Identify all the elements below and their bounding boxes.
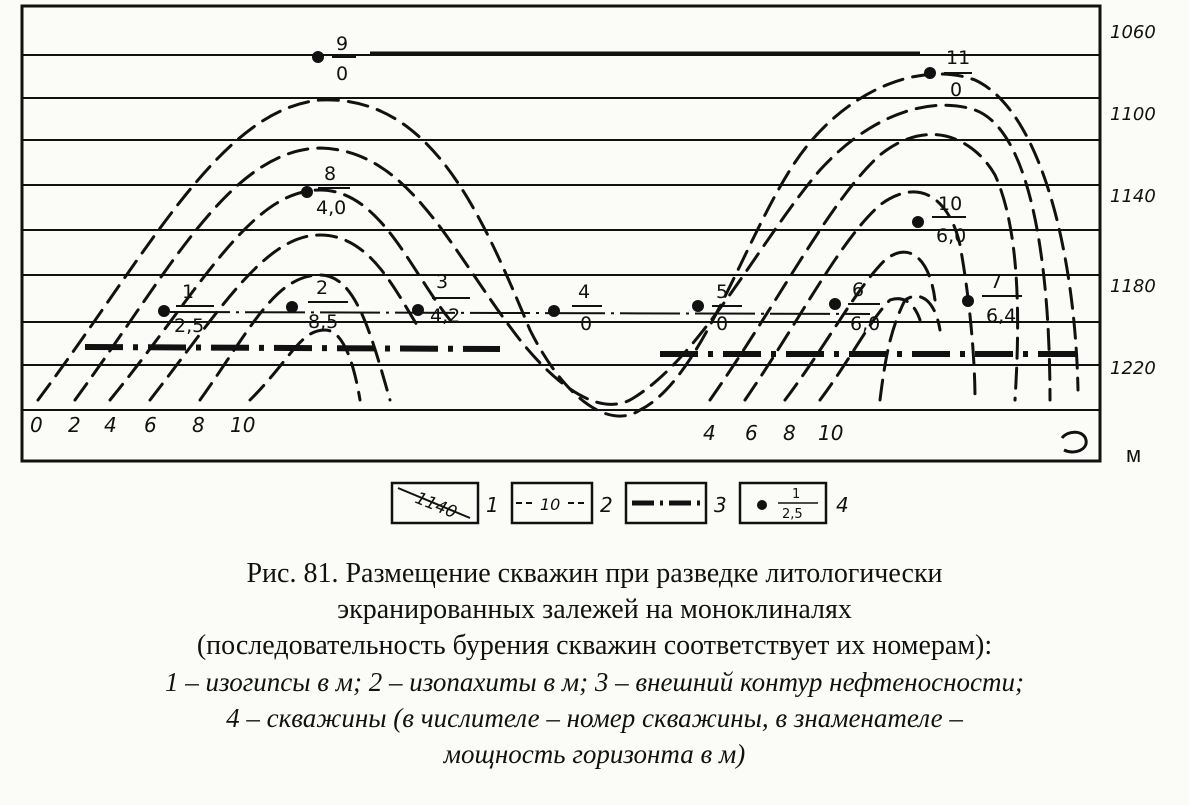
oil-contour-left (85, 347, 500, 349)
isopach-label: 6 (144, 413, 157, 437)
svg-text:4: 4 (836, 493, 849, 517)
unit-label: м (1126, 442, 1142, 467)
svg-text:6,0: 6,0 (850, 313, 881, 335)
isohypse-label: 1220 (1110, 358, 1156, 379)
isopach-contour (710, 135, 1018, 400)
svg-text:3: 3 (714, 493, 727, 517)
isohypse-labels (1110, 22, 1156, 379)
svg-text:7: 7 (990, 271, 1003, 293)
svg-text:0: 0 (336, 63, 349, 85)
isopach-labels (30, 413, 843, 445)
svg-text:1140: 1140 (412, 488, 460, 524)
legend (392, 483, 849, 523)
svg-text:1: 1 (792, 487, 801, 502)
well-3[interactable] (412, 271, 470, 327)
isohypse-label: 1140 (1110, 186, 1156, 207)
svg-text:2: 2 (316, 277, 329, 299)
isopach-label: 2 (68, 413, 81, 437)
well-9[interactable] (312, 33, 356, 85)
isopach-label: 8 (192, 413, 205, 437)
isopach-label: 10 (230, 413, 256, 437)
caption-line-5: 4 – скважины (в числителе – номер скважины, в знаменателе – (226, 703, 963, 733)
well-4[interactable] (548, 281, 602, 335)
svg-text:10: 10 (540, 495, 561, 514)
oil-contour (85, 347, 1082, 354)
legend-item-well (740, 483, 849, 523)
isopach-label: 4 (104, 413, 117, 437)
svg-text:1: 1 (486, 493, 499, 517)
svg-text:9: 9 (336, 33, 349, 55)
svg-text:11: 11 (946, 47, 971, 69)
well-2[interactable] (286, 277, 348, 333)
svg-text:0: 0 (716, 313, 729, 335)
legend-item-isopach (512, 483, 613, 523)
caption-line-1: Рис. 81. Размещение скважин при разведке литологически (246, 558, 943, 589)
svg-text:4: 4 (578, 281, 591, 303)
isohypse-label: 1100 (1110, 104, 1156, 125)
svg-text:8,5: 8,5 (308, 311, 339, 333)
isopach-label: 0 (30, 413, 43, 437)
caption-line-4: 1 – изогипсы в м; 2 – изопахиты в м; 3 – внешний контур нефтеносности; (165, 667, 1024, 697)
svg-text:2,5: 2,5 (782, 507, 803, 522)
svg-text:6,0: 6,0 (936, 225, 967, 247)
caption-line-3: (последовательность бурения скважин соответствует их номерам): (196, 630, 993, 661)
svg-text:5: 5 (716, 281, 729, 303)
legend-item-oil-contour (626, 483, 727, 523)
isohypse-label: 1180 (1110, 276, 1156, 297)
svg-text:6: 6 (852, 279, 865, 301)
svg-text:4,0: 4,0 (316, 197, 347, 219)
svg-text:8: 8 (324, 163, 337, 185)
compass-icon (1062, 432, 1086, 452)
isopach-contour (880, 296, 940, 400)
svg-text:0: 0 (950, 79, 963, 101)
caption-line-6: мощность горизонта в м) (443, 739, 746, 769)
isohypse-label: 1060 (1110, 22, 1156, 43)
isopach-label: 8 (783, 421, 796, 445)
isopach-label: 10 (818, 421, 844, 445)
svg-text:2: 2 (600, 493, 613, 517)
svg-text:10: 10 (938, 193, 963, 215)
caption-line-2: экранированных залежей на моноклиналях (337, 594, 852, 625)
isopach-contour (200, 275, 390, 400)
well-10[interactable] (912, 193, 966, 247)
svg-text:4,2: 4,2 (430, 305, 461, 327)
svg-text:2,5: 2,5 (174, 315, 205, 337)
svg-text:1: 1 (182, 281, 195, 303)
svg-text:6,4: 6,4 (986, 305, 1017, 327)
isopach-label: 4 (703, 421, 716, 445)
svg-text:3: 3 (436, 271, 449, 293)
legend-item-isohypse (392, 483, 499, 523)
isopach-label: 6 (745, 421, 758, 445)
svg-text:0: 0 (580, 313, 593, 335)
